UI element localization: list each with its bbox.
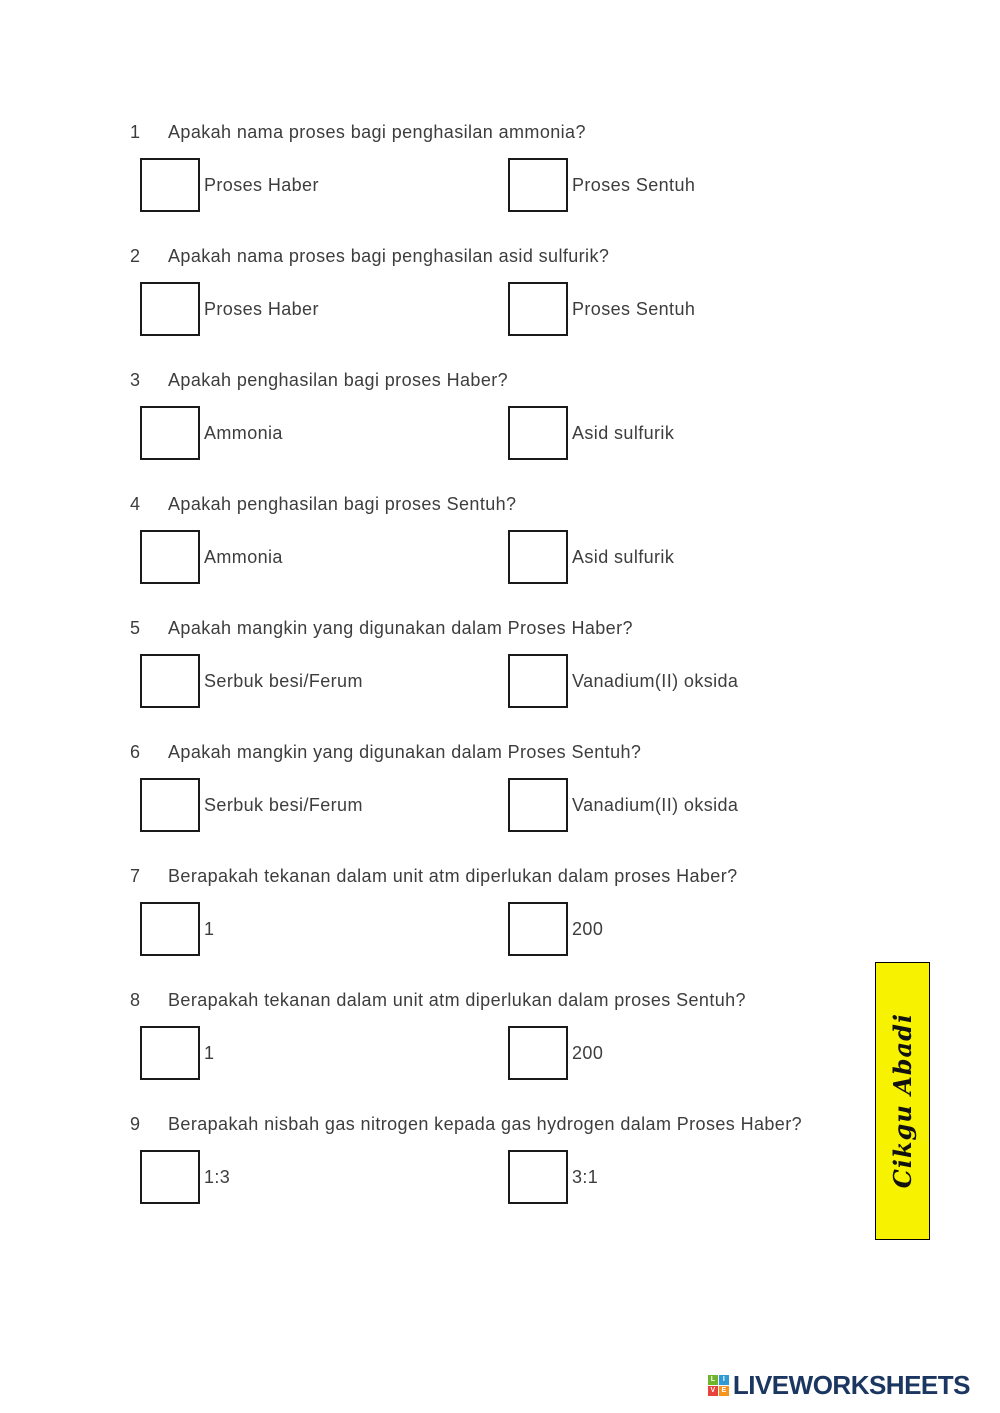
option-a: [140, 282, 319, 336]
option-label: Serbuk besi/Ferum: [204, 794, 363, 815]
answer-checkbox[interactable]: [508, 530, 568, 584]
option-label: Proses Haber: [204, 298, 319, 319]
option-a: [140, 654, 363, 708]
option-label: Ammonia: [204, 422, 283, 443]
answer-checkbox[interactable]: [508, 282, 568, 336]
questions-list: [130, 120, 870, 1236]
author-banner: [875, 962, 930, 1240]
option-a: [140, 1026, 214, 1080]
option-a: [140, 1150, 230, 1204]
option-label: Asid sulfurik: [572, 546, 675, 567]
answer-checkbox[interactable]: [140, 778, 200, 832]
question-text: Apakah penghasilan bagi proses Sentuh?: [168, 494, 517, 514]
question-text: Berapakah tekanan dalam unit atm diperlukan dalam proses Sentuh?: [168, 990, 746, 1010]
question-number: 5: [130, 618, 141, 638]
question-4: [130, 492, 870, 586]
question-9: [130, 1112, 870, 1206]
logo-cell-v: V: [708, 1386, 718, 1396]
option-label: 200: [572, 1042, 604, 1063]
option-a: [140, 778, 363, 832]
question-number: 3: [130, 370, 141, 390]
option-b: [508, 1150, 598, 1204]
answer-checkbox[interactable]: [508, 778, 568, 832]
question-number: 2: [130, 246, 141, 266]
question-text: Apakah mangkin yang digunakan dalam Proses Haber?: [168, 618, 633, 638]
answer-checkbox[interactable]: [140, 1150, 200, 1204]
answer-checkbox[interactable]: [508, 158, 568, 212]
option-b: [508, 158, 695, 212]
answer-checkbox[interactable]: [508, 1150, 568, 1204]
option-label: Proses Haber: [204, 174, 319, 195]
option-a: [140, 406, 283, 460]
question-1: [130, 120, 870, 214]
option-label: Vanadium(II) oksida: [572, 794, 739, 815]
liveworksheets-icon: [708, 1375, 729, 1396]
answer-checkbox[interactable]: [140, 158, 200, 212]
option-label: Proses Sentuh: [572, 174, 696, 195]
option-label: 200: [572, 918, 604, 939]
option-label: 3:1: [572, 1166, 599, 1187]
question-text: Apakah penghasilan bagi proses Haber?: [168, 370, 509, 390]
answer-checkbox[interactable]: [140, 530, 200, 584]
question-number: 6: [130, 742, 141, 762]
question-2: [130, 244, 870, 338]
author-banner-text: Cikgu Abadi: [888, 1013, 917, 1189]
option-b: [508, 282, 695, 336]
question-text: Berapakah nisbah gas nitrogen kepada gas hydrogen dalam Proses Haber?: [168, 1114, 803, 1134]
option-b: [508, 654, 738, 708]
question-number: 1: [130, 122, 141, 142]
logo-cell-i: I: [719, 1375, 729, 1385]
option-a: [140, 902, 214, 956]
option-label: Asid sulfurik: [572, 422, 675, 443]
answer-checkbox[interactable]: [508, 902, 568, 956]
option-label: Vanadium(II) oksida: [572, 670, 739, 691]
option-b: [508, 778, 738, 832]
brand-text: LIVEWORKSHEETS: [732, 1370, 970, 1400]
question-number: 8: [130, 990, 141, 1010]
question-text: Apakah nama proses bagi penghasilan asid sulfurik?: [168, 246, 610, 266]
question-7: [130, 864, 870, 958]
liveworksheets-logo[interactable]: [708, 1370, 970, 1401]
option-label: Serbuk besi/Ferum: [204, 670, 363, 691]
option-label: 1:3: [204, 1166, 231, 1187]
question-text: Berapakah tekanan dalam unit atm diperlukan dalam proses Haber?: [168, 866, 738, 886]
option-label: 1: [204, 1042, 215, 1063]
question-text: Apakah nama proses bagi penghasilan ammonia?: [168, 122, 586, 142]
option-label: Proses Sentuh: [572, 298, 696, 319]
option-a: [140, 530, 283, 584]
answer-checkbox[interactable]: [508, 1026, 568, 1080]
answer-checkbox[interactable]: [140, 902, 200, 956]
question-8: [130, 988, 870, 1082]
option-label: Ammonia: [204, 546, 283, 567]
answer-checkbox[interactable]: [140, 654, 200, 708]
option-b: [508, 530, 674, 584]
answer-checkbox[interactable]: [508, 406, 568, 460]
option-b: [508, 902, 603, 956]
question-text: Apakah mangkin yang digunakan dalam Proses Sentuh?: [168, 742, 642, 762]
question-number: 4: [130, 494, 141, 514]
logo-cell-l: L: [708, 1375, 718, 1385]
question-6: [130, 740, 870, 834]
option-b: [508, 1026, 603, 1080]
option-label: 1: [204, 918, 215, 939]
option-a: [140, 158, 319, 212]
question-5: [130, 616, 870, 710]
answer-checkbox[interactable]: [508, 654, 568, 708]
question-number: 9: [130, 1114, 141, 1134]
answer-checkbox[interactable]: [140, 406, 200, 460]
answer-checkbox[interactable]: [140, 1026, 200, 1080]
answer-checkbox[interactable]: [140, 282, 200, 336]
option-b: [508, 406, 674, 460]
logo-cell-e: E: [719, 1386, 729, 1396]
question-3: [130, 368, 870, 462]
question-number: 7: [130, 866, 141, 886]
